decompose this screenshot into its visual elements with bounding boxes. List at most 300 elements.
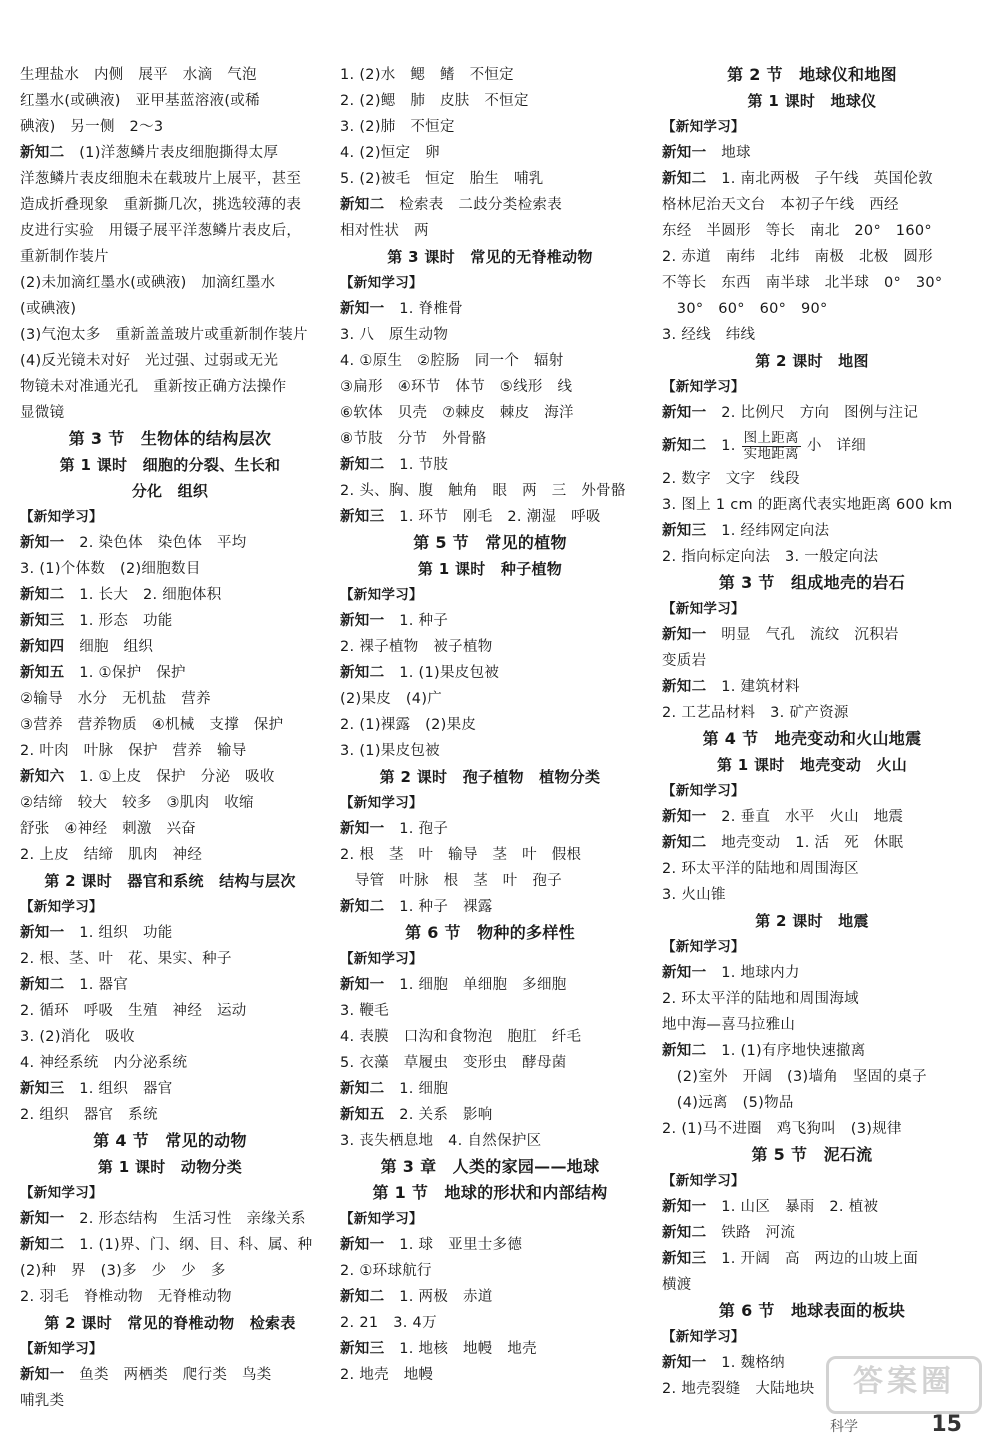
knowledge-point-label: 新知三: [662, 1251, 707, 1267]
answer-line: [20, 972, 320, 998]
answer-text: 1. (1)界、门、纲、目、科、属、种: [64, 1237, 313, 1253]
section-heading: 第 3 节 组成地壳的岩石: [718, 573, 906, 592]
lesson-heading: 第 1 课时 地壳变动 火山: [716, 756, 908, 774]
answer-text: 1. 经纬网定向法: [706, 523, 830, 539]
answer-line: [662, 1272, 962, 1298]
answer-line: [662, 270, 962, 296]
answer-text: 1. 组织 器官: [64, 1081, 173, 1097]
answer-text: 2. 工艺品材料 3. 矿产资源: [662, 705, 849, 721]
answer-line: [20, 244, 320, 270]
block-label: 【新知学习】: [20, 1341, 103, 1357]
answer-line: [340, 1076, 640, 1102]
answer-line: [662, 1246, 962, 1272]
answer-line: [662, 700, 962, 726]
answer-text: (2)室外 开阔 (3)墙角 坚固的桌子: [662, 1069, 927, 1085]
answer-text: 1. 球 亚里士多德: [384, 1237, 523, 1253]
knowledge-point-label: 新知一: [340, 1237, 385, 1253]
answer-line: [340, 400, 640, 426]
answer-text: (3)气泡太多 重新盖盖玻片或重新制作装片: [20, 327, 308, 343]
answer-line: [20, 1024, 320, 1050]
answer-line: [20, 1284, 320, 1310]
block-label: 【新知学习】: [662, 601, 745, 617]
knowledge-point-label: 新知二: [340, 1289, 385, 1305]
answer-text: 3. (2)消化 吸收: [20, 1029, 135, 1045]
answer-text: 2. 垂直 水平 火山 地震: [706, 809, 904, 825]
knowledge-point-label: 新知五: [20, 665, 65, 681]
answer-line: [662, 1220, 962, 1246]
answer-text: 2. 形态结构 生活习性 亲缘关系: [64, 1211, 306, 1227]
answer-line: [340, 972, 640, 998]
answer-text: 3. 经线 纬线: [662, 327, 756, 343]
answer-line: [340, 478, 640, 504]
section-heading: 第 4 节 地壳变动和火山地震: [702, 729, 922, 748]
knowledge-point-label: 新知三: [340, 509, 385, 525]
answer-text: 4. ①原生 ②腔肠 同一个 辐射: [340, 353, 564, 369]
section-heading: 第 6 节 物种的多样性: [405, 923, 575, 942]
answer-line: [20, 556, 320, 582]
answer-line: [340, 1232, 640, 1258]
answer-text: 1. 孢子: [384, 821, 449, 837]
knowledge-point-label: 新知六: [20, 769, 65, 785]
answer-line: [340, 816, 640, 842]
lesson-heading: 分化 组织: [131, 482, 209, 500]
knowledge-point-label: 新知一: [20, 925, 65, 941]
knowledge-point-label: 新知二: [20, 977, 65, 993]
answer-line: [20, 270, 320, 296]
answer-text: 1. 南北两极 子午线 英国伦敦: [706, 171, 933, 187]
answer-text: 2. 赤道 南纬 北纬 南极 北极 圆形: [662, 249, 933, 265]
answer-text: 4. 表膜 口沟和食物泡 胞肛 纤毛: [340, 1029, 582, 1045]
knowledge-point-label: 新知一: [20, 1367, 65, 1383]
answer-text: 鱼类 两栖类 爬行类 鸟类: [64, 1367, 272, 1383]
lesson-heading: 第 1 课时 种子植物: [417, 560, 563, 578]
answer-text: 3. 火山锥: [662, 887, 726, 903]
answer-line: [20, 192, 320, 218]
answer-text: 检索表 二歧分类检索表: [384, 197, 563, 213]
answer-text: (1)洋葱鳞片表皮细胞撕得太厚: [64, 145, 279, 161]
answer-line: [340, 1050, 640, 1076]
answer-text: 1. 开阔 高 两边的山坡上面: [706, 1251, 919, 1267]
answer-line: [340, 1310, 640, 1336]
answer-text: (2)果皮 (4)广: [340, 691, 443, 707]
answer-line: [662, 244, 962, 270]
answer-text: 2. (2)鳃 肺 皮肤 不恒定: [340, 93, 529, 109]
scale-fraction: [742, 431, 801, 462]
knowledge-point-label: 新知一: [340, 613, 385, 629]
answer-text: 1. 地核 地幔 地壳: [384, 1341, 537, 1357]
answer-line: [20, 218, 320, 244]
answer-line: [20, 62, 320, 88]
answer-line: [20, 1362, 320, 1388]
knowledge-point-label: 新知一: [662, 405, 707, 421]
lesson-heading: 第 2 课时 器官和系统 结构与层次: [44, 872, 296, 890]
answer-text: 哺乳类: [20, 1393, 65, 1409]
knowledge-point-label: 新知二: [662, 438, 707, 454]
answer-text: 地中海—喜马拉雅山: [662, 1017, 796, 1033]
answer-line: [662, 166, 962, 192]
answer-text: 小 详细: [806, 438, 867, 454]
answer-text: 2. 环太平洋的陆地和周围海域: [662, 991, 859, 1007]
knowledge-point-label: 新知一: [340, 977, 385, 993]
answer-text: 2. 地壳裂缝 大陆地块: [662, 1381, 815, 1397]
knowledge-point-label: 新知三: [662, 523, 707, 539]
knowledge-point-label: 新知二: [662, 1043, 707, 1059]
answer-text: 东经 半圆形 等长 南北 20° 160°: [662, 223, 932, 239]
answer-line: [662, 218, 962, 244]
column-middle: [340, 62, 640, 1388]
answer-line: [20, 608, 320, 634]
answer-line: [340, 192, 640, 218]
answer-text: ③扁形 ④环节 体节 ⑤线形 线: [340, 379, 573, 395]
answer-line: [20, 1258, 320, 1284]
block-label: 【新知学习】: [20, 899, 103, 915]
answer-line: [340, 88, 640, 114]
lesson-heading: 第 1 课时 细胞的分裂、生长和: [59, 456, 281, 474]
answer-line: [20, 322, 320, 348]
answer-text: 5. 衣藻 草履虫 变形虫 酵母菌: [340, 1055, 567, 1071]
answer-text: 重新制作装片: [20, 249, 109, 265]
answer-text: 1. 节肢: [384, 457, 449, 473]
answer-text: 2. 根、茎、叶 花、果实、种子: [20, 951, 232, 967]
answer-text: 1. (2)水 鳃 鳍 不恒定: [340, 67, 514, 83]
answer-text: 3. (2)肺 不恒定: [340, 119, 455, 135]
lesson-heading: 第 1 课时 动物分类: [97, 1158, 243, 1176]
knowledge-point-label: 新知二: [340, 899, 385, 915]
page-footer: [820, 1408, 970, 1442]
answer-line: [662, 882, 962, 908]
answer-line: [662, 1194, 962, 1220]
block-label: 【新知学习】: [340, 795, 423, 811]
answer-line: [662, 960, 962, 986]
answer-text: 1. 山区 暴雨 2. 植被: [706, 1199, 879, 1215]
answer-line: [20, 738, 320, 764]
page-number: 15: [931, 1412, 962, 1437]
knowledge-point-label: 新知二: [340, 197, 385, 213]
answer-text: (2)种 界 (3)多 少 少 多: [20, 1263, 226, 1279]
answer-text: 1. 细胞: [384, 1081, 449, 1097]
answer-line: [662, 400, 962, 426]
answer-text: 2. (1)裸露 (2)果皮: [340, 717, 477, 733]
answer-line: [20, 998, 320, 1024]
answer-text: 1. 组织 功能: [64, 925, 173, 941]
answer-line: [340, 686, 640, 712]
answer-line: [340, 504, 640, 530]
answer-line: [20, 1076, 320, 1102]
answer-line: [20, 582, 320, 608]
answer-text: 2. 羽毛 脊椎动物 无脊椎动物: [20, 1289, 232, 1305]
answer-text: 洋葱鳞片表皮细胞未在载玻片上展平，甚至: [20, 171, 302, 187]
answer-line: [20, 400, 320, 426]
answer-line: [662, 1116, 962, 1142]
answer-line: [340, 1128, 640, 1154]
answer-line: [20, 166, 320, 192]
answer-text: 2. ①环球航行: [340, 1263, 432, 1279]
section-heading: 第 5 节 泥石流: [751, 1145, 873, 1164]
answer-text: 细胞 组织: [64, 639, 154, 655]
lesson-heading: 第 3 课时 常见的无脊椎动物: [387, 248, 593, 266]
answer-text: 4. (2)恒定 卵: [340, 145, 440, 161]
answer-line: [662, 648, 962, 674]
answer-text: 地球: [706, 145, 751, 161]
answer-text: 物镜未对准通光孔 重新按正确方法操作: [20, 379, 287, 395]
column-right: [662, 62, 962, 1402]
answer-line: [662, 492, 962, 518]
answer-line: [20, 296, 320, 322]
answer-text: ③营养 营养物质 ④机械 支撑 保护: [20, 717, 284, 733]
answer-line: [20, 140, 320, 166]
block-label: 【新知学习】: [662, 939, 745, 955]
answer-line: [662, 466, 962, 492]
answer-line: [662, 1064, 962, 1090]
answer-text: 2. 上皮 结缔 肌肉 神经: [20, 847, 203, 863]
block-label: 【新知学习】: [20, 1185, 103, 1201]
section-heading: 第 5 节 常见的植物: [413, 533, 567, 552]
answer-text: 1. 形态 功能: [64, 613, 173, 629]
answer-line: [20, 1050, 320, 1076]
answer-line: [662, 1012, 962, 1038]
answer-line: [340, 374, 640, 400]
answer-line: [340, 1336, 640, 1362]
answer-text: 1. 地球内力: [706, 965, 800, 981]
answer-text: 造成折叠现象 重新撕几次，挑选较薄的表: [20, 197, 302, 213]
answer-line: [340, 166, 640, 192]
answer-line: [340, 842, 640, 868]
answer-line: [662, 856, 962, 882]
knowledge-point-label: 新知二: [340, 1081, 385, 1097]
answer-line: [340, 712, 640, 738]
answer-text: 2. 叶肉 叶脉 保护 营养 输导: [20, 743, 247, 759]
answer-text: 2. 比例尺 方向 图例与注记: [706, 405, 919, 421]
answer-line: [662, 830, 962, 856]
answer-text: 1. 魏格纳: [706, 1355, 785, 1371]
answer-text: 1. (1)有序地快速撤离: [706, 1043, 866, 1059]
answer-text: ⑥软体 贝壳 ⑦棘皮 棘皮 海洋: [340, 405, 574, 421]
answer-line: [340, 998, 640, 1024]
answer-line: [662, 986, 962, 1012]
answer-text: 明显 气孔 流纹 沉积岩: [706, 627, 899, 643]
knowledge-point-label: 新知一: [662, 1199, 707, 1215]
answer-text: 1. 长大 2. 细胞体积: [64, 587, 222, 603]
answer-line: [340, 1024, 640, 1050]
knowledge-point-label: 新知一: [662, 1355, 707, 1371]
answer-line: [20, 348, 320, 374]
answer-line: [20, 660, 320, 686]
answer-text: 1. ①保护 保护: [64, 665, 186, 681]
answer-line: [20, 816, 320, 842]
answer-line: [662, 1038, 962, 1064]
answer-line: [340, 738, 640, 764]
answer-text: 1. 环节 刚毛 2. 潮湿 呼吸: [384, 509, 601, 525]
answer-line: [662, 518, 962, 544]
answer-text: 生理盐水 内侧 展平 水滴 气泡: [20, 67, 257, 83]
answer-text: ②结缔 较大 较多 ③肌肉 收缩: [20, 795, 254, 811]
answer-line: [662, 322, 962, 348]
answer-text: 2. 裸子植物 被子植物: [340, 639, 493, 655]
section-heading: 第 3 节 生物体的结构层次: [68, 429, 272, 448]
answer-text: ⑧节肢 分节 外骨骼: [340, 431, 487, 447]
answer-text: 2. 数字 文字 线段: [662, 471, 800, 487]
answer-line: [662, 140, 962, 166]
knowledge-point-label: 新知二: [20, 145, 65, 161]
answer-text: 1. 器官: [64, 977, 129, 993]
answer-text: 2. 循环 呼吸 生殖 神经 运动: [20, 1003, 247, 1019]
section-heading: 第 4 节 常见的动物: [93, 1131, 247, 1150]
knowledge-point-label: 新知一: [662, 809, 707, 825]
knowledge-point-label: 新知五: [340, 1107, 385, 1123]
answer-text: 碘液) 另一侧 2～3: [20, 119, 164, 135]
knowledge-point-label: 新知一: [662, 145, 707, 161]
knowledge-point-label: 新知一: [340, 301, 385, 317]
answer-text: (2)未加滴红墨水(或碘液) 加滴红墨水: [20, 275, 276, 291]
answer-line: [340, 1284, 640, 1310]
answer-line: [20, 686, 320, 712]
answer-line: [20, 530, 320, 556]
block-label: 【新知学习】: [340, 275, 423, 291]
answer-text: 显微镜: [20, 405, 65, 421]
answer-text: 2. 组织 器官 系统: [20, 1107, 158, 1123]
answer-line: [340, 608, 640, 634]
knowledge-point-label: 新知二: [20, 1237, 65, 1253]
answer-text: 皮进行实验 用镊子展平洋葱鳞片表皮后，: [20, 223, 302, 239]
knowledge-point-label: 新知二: [662, 171, 707, 187]
answer-line: [662, 544, 962, 570]
answer-text: 舒张 ④神经 刺激 兴奋: [20, 821, 197, 837]
footer-subject-label: 科学: [830, 1419, 858, 1435]
block-label: 【新知学习】: [662, 1173, 745, 1189]
answer-line: [340, 114, 640, 140]
fraction-numerator: 图上距离: [743, 429, 799, 446]
answer-line: [20, 1388, 320, 1414]
answer-text: 2. 21 3. 4万: [340, 1315, 437, 1331]
answer-text: 2. 关系 影响: [384, 1107, 493, 1123]
answer-text: 2. 地壳 地幔: [340, 1367, 434, 1383]
answer-line: [20, 712, 320, 738]
section-heading: 第 3 章 人类的家园——地球: [380, 1157, 600, 1176]
answer-line: [662, 1090, 962, 1116]
answer-text: 1. 细胞 单细胞 多细胞: [384, 977, 567, 993]
answer-text: 3. 图上 1 cm 的距离代表实地距离 600 km: [662, 497, 953, 513]
answer-line: [340, 1102, 640, 1128]
answer-line: [20, 842, 320, 868]
answer-line: [20, 114, 320, 140]
answer-line: [340, 140, 640, 166]
answer-line: [20, 1232, 320, 1258]
answer-line: [340, 868, 640, 894]
block-label: 【新知学习】: [340, 587, 423, 603]
answer-text: 3. 丧失栖息地 4. 自然保护区: [340, 1133, 542, 1149]
watermark-logo: 答案圈: [826, 1356, 982, 1414]
answer-line: [340, 634, 640, 660]
answer-text: 4. 神经系统 内分泌系统: [20, 1055, 188, 1071]
answer-text: 2. (1)马不进圈 鸡飞狗叫 (3)规律: [662, 1121, 902, 1137]
knowledge-point-label: 新知一: [662, 965, 707, 981]
answer-text: 2. 染色体 染色体 平均: [64, 535, 247, 551]
answer-line: [340, 322, 640, 348]
answer-text: 变质岩: [662, 653, 707, 669]
answer-line: [20, 634, 320, 660]
answer-text: 不等长 东西 南半球 北半球 0° 30°: [662, 275, 943, 291]
answer-text: 2. 根 茎 叶 输导 茎 叶 假根: [340, 847, 582, 863]
lesson-heading: 第 1 课时 地球仪: [747, 92, 877, 110]
answer-line: [662, 804, 962, 830]
section-heading: 第 6 节 地球表面的板块: [718, 1301, 906, 1320]
answer-text: (4)反光镜未对好 光过强、过弱或无光: [20, 353, 279, 369]
answer-line: [662, 426, 962, 466]
answer-text: 1. 建筑材料: [706, 679, 800, 695]
answer-text: 3. (1)个体数 (2)细胞数目: [20, 561, 201, 577]
answer-line: [20, 764, 320, 790]
answer-text: 5. (2)被毛 恒定 胎生 哺乳: [340, 171, 544, 187]
answer-text: 3. 八 原生动物: [340, 327, 449, 343]
answer-line: [662, 622, 962, 648]
block-label: 【新知学习】: [662, 1329, 745, 1345]
answer-line: [340, 348, 640, 374]
answer-text: 2. 头、胸、腹 触角 眼 两 三 外骨骼: [340, 483, 626, 499]
answer-line: [340, 296, 640, 322]
answer-line: [20, 374, 320, 400]
answer-line: [340, 62, 640, 88]
knowledge-point-label: 新知三: [340, 1341, 385, 1357]
answer-line: [20, 1102, 320, 1128]
answer-text: 1. 脊椎骨: [384, 301, 463, 317]
answer-line: [340, 1362, 640, 1388]
answer-line: [340, 218, 640, 244]
lesson-heading: 第 2 课时 地图: [755, 352, 869, 370]
answer-text: ②输导 水分 无机盐 营养: [20, 691, 211, 707]
answer-text: 地壳变动 1. 活 死 休眠: [706, 835, 904, 851]
answer-text: 格林尼治天文台 本初子午线 西经: [662, 197, 899, 213]
column-left: [20, 62, 320, 1414]
knowledge-point-label: 新知二: [20, 587, 65, 603]
knowledge-point-label: 新知一: [662, 627, 707, 643]
knowledge-point-label: 新知一: [20, 535, 65, 551]
answer-text: 相对性状 两: [340, 223, 429, 239]
section-heading: 第 2 节 地球仪和地图: [727, 65, 897, 84]
answer-line: [662, 674, 962, 700]
block-label: 【新知学习】: [20, 509, 103, 525]
answer-text: (4)远离 (5)物品: [662, 1095, 794, 1111]
answer-text: 红墨水(或碘液) 亚甲基蓝溶液(或稀: [20, 93, 260, 109]
block-label: 【新知学习】: [662, 119, 745, 135]
fraction-denominator: 实地距离: [743, 445, 799, 462]
knowledge-point-label: 新知二: [662, 1225, 707, 1241]
answer-text: 1.: [706, 438, 736, 454]
answer-line: [340, 1258, 640, 1284]
answer-line: [662, 192, 962, 218]
knowledge-point-label: 新知二: [662, 835, 707, 851]
answer-line: [20, 946, 320, 972]
knowledge-point-label: 新知三: [20, 1081, 65, 1097]
section-heading: 第 1 节 地球的形状和内部结构: [372, 1183, 608, 1202]
answer-text: 1. 两极 赤道: [384, 1289, 493, 1305]
answer-line: [340, 452, 640, 478]
answer-line: [20, 790, 320, 816]
answer-line: [340, 660, 640, 686]
answer-text: 1. 种子: [384, 613, 449, 629]
answer-text: 3. (1)果皮包被: [340, 743, 440, 759]
answer-text: 横渡: [662, 1277, 692, 1293]
block-label: 【新知学习】: [662, 379, 745, 395]
lesson-heading: 第 2 课时 孢子植物 植物分类: [379, 768, 601, 786]
answer-line: [340, 426, 640, 452]
knowledge-point-label: 新知一: [20, 1211, 65, 1227]
answer-line: [340, 894, 640, 920]
answer-text: 3. 鞭毛: [340, 1003, 389, 1019]
knowledge-point-label: 新知三: [20, 613, 65, 629]
answer-line: [20, 920, 320, 946]
answer-line: [20, 1206, 320, 1232]
answer-text: (或碘液): [20, 301, 77, 317]
